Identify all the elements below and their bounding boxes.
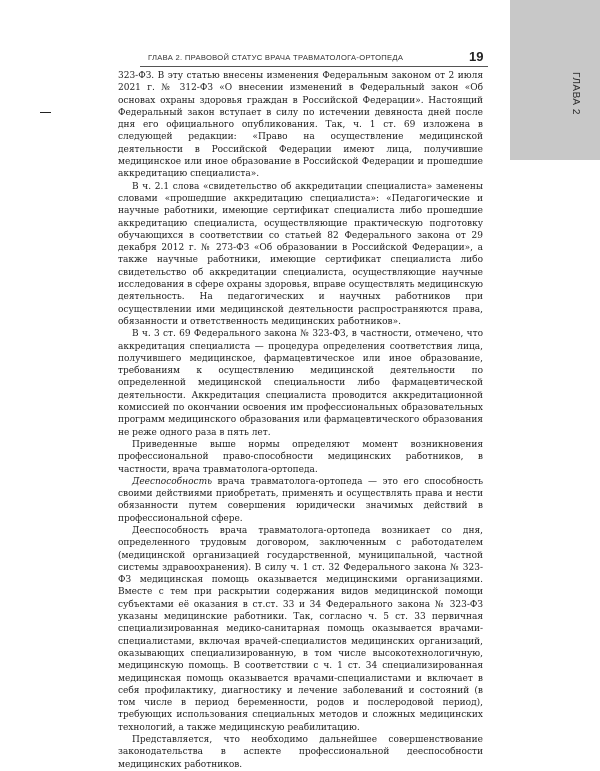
chapter-side-tab (510, 0, 600, 160)
page-number: 19 (469, 49, 484, 64)
paragraph-5-text: врача травматолога-ортопеда — это его способность своими действиями приобретать, применять и осуществлять права и нести обязанности путем совершения юридически значимых действий в профессиональной сфере. (118, 476, 483, 524)
paragraph-7: Представляется, что необходимо дальнейшее совершенствование законодательства в аспекте профессиональной дееспособности медицинских работников. (118, 735, 483, 770)
margin-mark (40, 112, 51, 113)
paragraph-1: 323-ФЗ. В эту статью внесены изменения Федеральным законом от 2 июля 2021 г. № 312-ФЗ «О внесении изменений в Федеральный закон «Об основах охраны здоровья граждан в Российской Федерации». Настоящий Федеральный закон вступает в силу по истечении девяноста дней после дня его официального опубликования. Так, ч. 1 ст. 69 изложена в следующей редакции: «Право на осуществление медицинской деятельности в Российской Федерации имеют лица, получившие медицинское или иное образование в Российской Федерации и прошедшие аккредитацию специалиста». (118, 71, 483, 180)
defined-term: Дееспособность (132, 476, 212, 487)
paragraph-5 (118, 476, 483, 525)
paragraph-2: В ч. 2.1 слова «свидетельство об аккредитации специалиста» заменены словами «прошедшие аккредитацию специалиста»: «Педагогические и научные работники, имеющие сертификат специалиста либо прошедшие аккредитацию специалиста, осуществляющие практическую подготовку обучающихся в соответствии со статьей 82 Федерального закона от 29 декабря 2012 г. № 273-ФЗ «Об образовании в Российской Федерации», а также научные работники, имеющие сертификат специалиста либо свидетельство об аккредитации специалиста, осуществляющие научные исследования в сфере охраны здоровья, вправе осуществлять медицинскую деятельность. На педагогических и научных работников при осуществлении ими медицинской деятельности распространяются права, обязанности и ответственность медицинских работников». (118, 181, 483, 327)
body-text (118, 70, 483, 771)
running-head: ГЛАВА 2. ПРАВОВОЙ СТАТУС ВРАЧА ТРАВМАТОЛОГА-ОРТОПЕДА (148, 53, 404, 62)
paragraph-6: Дееспособность врача травматолога-ортопеда возникает со дня, определенного трудовым договором, заключенным с работодателем (медицинской организацией государственной, муниципальной, частной системы здравоохранения). В силу ч. 1 ст. 32 Федерального закона № 323-ФЗ медицинская помощь оказывается медицинскими организациями. Вместе с тем при раскрытии содержания видов медицинской помощи субъектами её оказания в ст.ст. 33 и 34 Федерального закона № 323-ФЗ указаны медицинские работники. Так, согласно ч. 5 ст. 33 первичная специализированная медико-санитарная помощь оказывается врачами-специалистами, включая врачей-специалистов медицинских организаций, оказывающих специализированную, в том числе высокотехнологичную, медицинскую помощь. В соответствии с ч. 1 ст. 34 специализированная медицинская помощь оказывается врачами-специалистами и включает в себя профилактику, диагностику и лечение заболеваний и состояний (в том числе в период беременности, родов и послеродовой период), требующих использования специальных методов и сложных медицинских технологий, а также медицинскую реабилитацию. (118, 525, 483, 733)
header-rule (140, 66, 488, 67)
chapter-tab-label: ГЛАВА 2 (570, 72, 581, 115)
paragraph-4: Приведенные выше нормы определяют момент возникновения профессиональной право-способности медицинских работников, в частности, врача травматолога-ортопеда. (118, 439, 483, 475)
paragraph-3: В ч. 3 ст. 69 Федерального закона № 323-ФЗ, в частности, отмечено, что аккредитация специалиста — процедура определения соответствия лица, получившего медицинское, фармацевтическое или иное образование, требованиям к осуществлению медицинской деятельности по определенной медицинской специальности либо фармацевтической деятельности. Аккредитация специалиста проводится аккредитационной комиссией по окончании освоения им профессиональных образовательных программ медицинского образования или фармацевтического образования не реже одного раза в пять лет. (118, 329, 483, 438)
